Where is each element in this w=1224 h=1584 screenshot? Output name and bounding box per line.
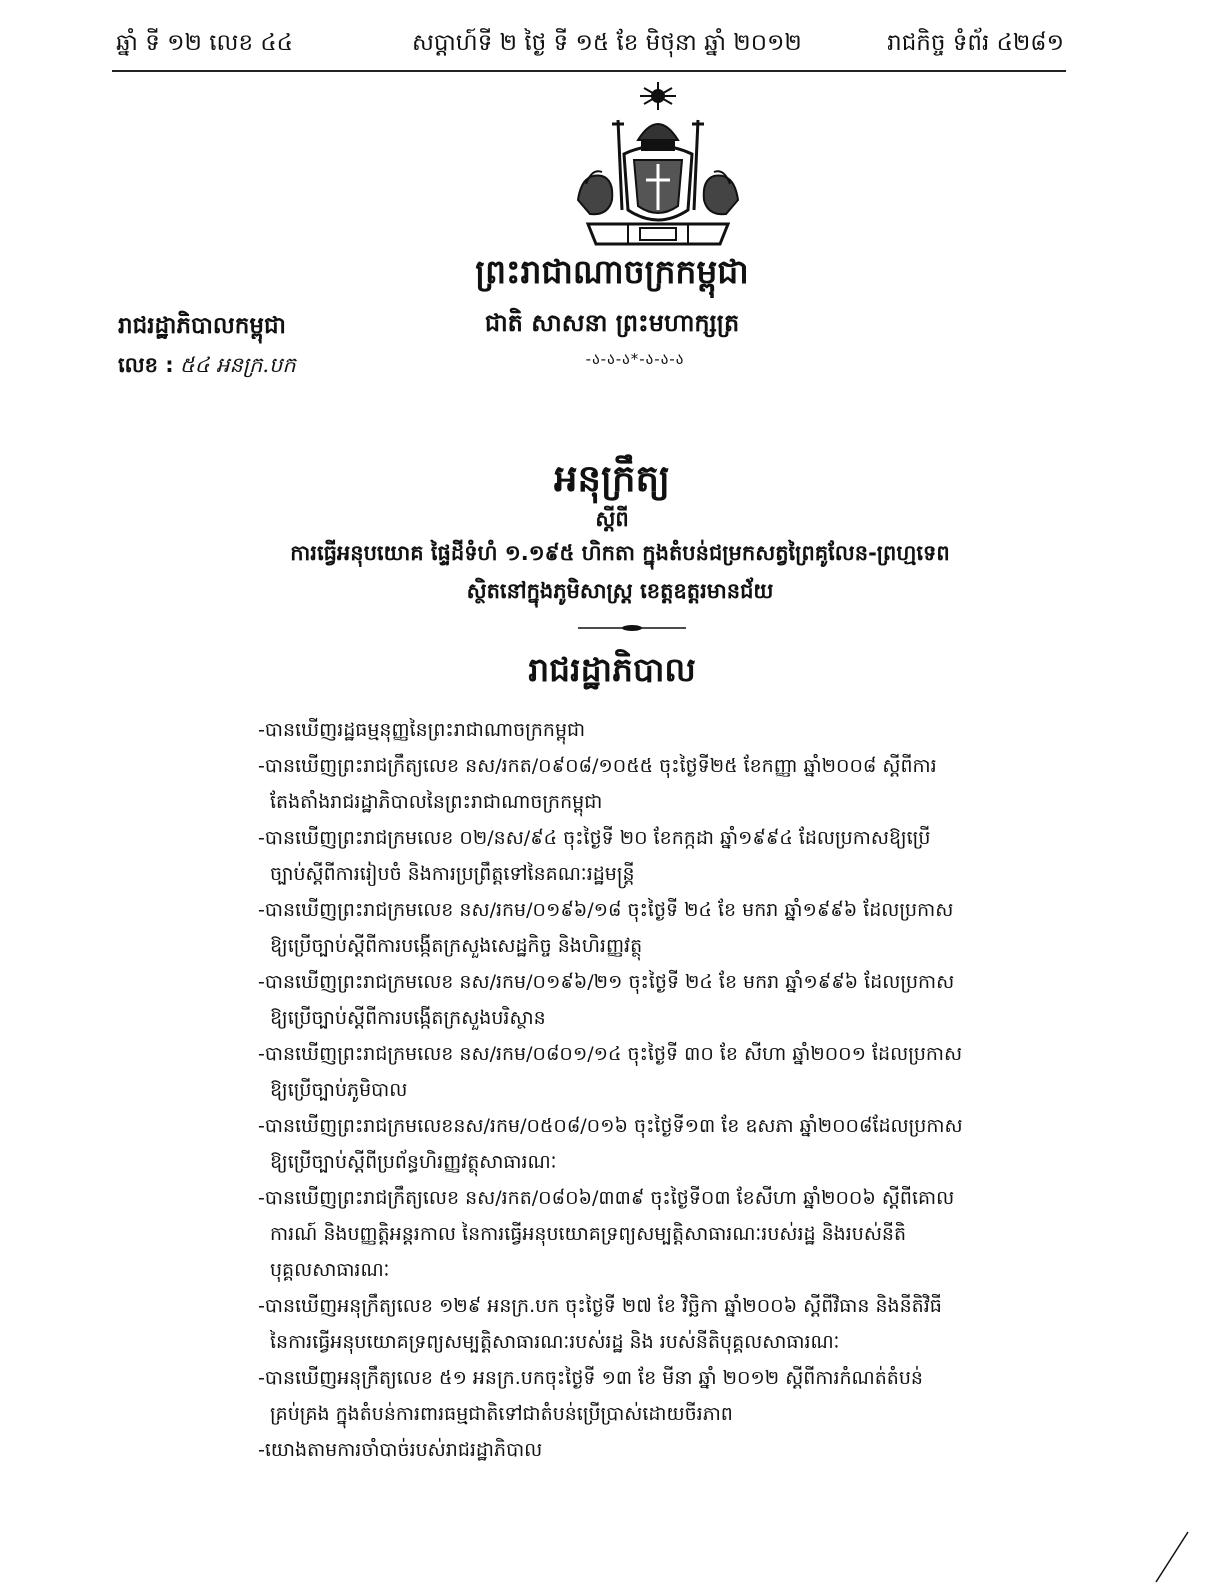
clause-line: ឱ្យប្រើច្បាប់ស្តីពីប្រព័ន្ធហិរញ្ញវត្ថុសាធារណៈ — [270, 1151, 557, 1173]
reference-label: លេខ : — [118, 353, 174, 377]
decree-on-label: ស្តីពី — [595, 507, 629, 531]
gazette-header — [112, 30, 1066, 72]
gazette-page-number: រាជកិច្ច ទំព័រ ៤២៨១ — [887, 30, 1064, 56]
issuer-name: រាជរដ្ឋាភិបាលកម្ពុជា — [118, 313, 286, 339]
clause-line: -យោងតាមការចាំបាច់របស់រាជរដ្ឋាភិបាល — [258, 1439, 543, 1461]
reference-value: ៥៤ អនក្រ.បក — [179, 353, 296, 377]
clause-line: -បានឃើញព្រះរាជក្រមលេខនស/រកម/០៥០៨/០១៦ ចុះថ្ងៃទី១៣ ខែ ឧសភា ឆ្នាំ២០០៨ដែលប្រកាស — [258, 1115, 963, 1137]
ornamental-divider-icon — [578, 622, 686, 634]
royal-coat-of-arms-icon — [568, 80, 748, 250]
pen-stroke-mark — [1150, 1530, 1190, 1584]
clause-line: ឱ្យប្រើច្បាប់ភូមិបាល — [270, 1079, 408, 1101]
kingdom-name: ព្រះរាជាណាចក្រកម្ពុជា — [475, 252, 749, 291]
clause-line: -បានឃើញព្រះរាជក្រមលេខ នស/រកម/០១៩៦/២១ ចុះថ្ងៃទី ២៤ ខែ មករា ឆ្នាំ១៩៩៦ ដែលប្រកាស — [258, 971, 955, 993]
clause-line: -បានឃើញព្រះរាជក្រមលេខ នស/រកម/០៨០១/១៤ ចុះថ្ងៃទី ៣០ ខែ សីហា ឆ្នាំ២០០១ ដែលប្រកាស — [258, 1043, 963, 1065]
clause-line: -បានឃើញរដ្ឋធម្មនុញ្ញនៃព្រះរាជាណាចក្រកម្ពុជា — [258, 719, 586, 741]
clause-line: -បានឃើញព្រះរាជក្រមលេខ នស/រកម/០១៩៦/១៨ ចុះថ្ងៃទី ២៤ ខែ មករា ឆ្នាំ១៩៩៦ ដែលប្រកាស — [258, 899, 954, 921]
clause-line: -បានឃើញព្រះរាជក្រមលេខ ០២/នស/៩៤ ចុះថ្ងៃទី ២០ ខែកក្កដា ឆ្នាំ១៩៩៤ ដែលប្រកាសឱ្យប្រើ — [258, 827, 931, 849]
decree-subject-line-1: ការធ្វើអនុបយោគ ផ្ទៃដីទំហំ ១.១៩៥ ហិកតា ក្នុងតំបន់ជម្រកសត្វព្រៃគូលែន-ព្រហ្មទេព — [290, 541, 950, 565]
clause-line: ច្បាប់ស្តីពីការរៀបចំ និងការប្រព្រឹត្តទៅនៃគណៈរដ្ឋមន្ត្រី — [270, 863, 635, 885]
clause-line: -បានឃើញព្រះរាជក្រឹត្យលេខ នស/រកត/០៨០៦/៣៣៩ ចុះថ្ងៃទី០៣ ខែសីហា ឆ្នាំ២០០៦ ស្តីពីគោល — [258, 1187, 955, 1209]
gazette-date: សប្តាហ៍ទី ២ ថ្ងៃ ទី ១៥ ខែ មិថុនា ឆ្នាំ ២០១២ — [412, 30, 802, 56]
reference-number — [118, 352, 296, 383]
government-heading: រាជរដ្ឋាភិបាល — [528, 650, 696, 689]
clause-line: -បានឃើញព្រះរាជក្រឹត្យលេខ នស/រកត/០៩០៨/១០៥៥ ចុះថ្ងៃទី២៥ ខែកញ្ញា ឆ្នាំ២០០៨ ស្តីពីការ — [258, 755, 937, 777]
clause-line: ឱ្យប្រើច្បាប់ស្តីពីការបង្កើតក្រសួងបរិស្ថាន — [270, 1007, 546, 1029]
clause-line: -បានឃើញអនុក្រឹត្យលេខ ១២៩ អនក្រ.បក ចុះថ្ងៃទី ២៧ ខែ វិច្ឆិកា ឆ្នាំ២០០៦ ស្តីពីវិធាន និងនីតិវិធី — [258, 1295, 942, 1317]
clause-line: បុគ្គលសាធារណៈ — [270, 1259, 390, 1281]
preamble-clauses — [258, 712, 1078, 1468]
gazette-year-issue: ឆ្នាំ ទី ១២ លេខ ៤៤ — [116, 30, 293, 56]
decree-title: អនុក្រឹត្យ — [554, 457, 670, 500]
decree-subject-line-2: ស្ថិតនៅក្នុងភូមិសាស្ត្រ ខេត្តឧត្តរមានជ័យ — [466, 579, 774, 603]
motto-ornament: -ა-ა-ა*-ა-ა-ა — [585, 350, 685, 368]
clause-line: ការណ៍ និងបញ្ញត្តិអន្តរកាល នៃការធ្វើអនុបយោគទ្រព្យសម្បត្តិសាធារណៈរបស់រដ្ឋ និងរបស់នីតិ — [270, 1223, 907, 1245]
clause-line: គ្រប់គ្រង ក្នុងតំបន់ការពារធម្មជាតិទៅជាតំបន់ប្រើប្រាស់ដោយចីរភាព — [270, 1403, 733, 1425]
clause-line: ឱ្យប្រើច្បាប់ស្តីពីការបង្កើតក្រសួងសេដ្ឋកិច្ច និងហិរញ្ញវត្ថុ — [270, 935, 643, 957]
clause-line: តែងតាំងរាជរដ្ឋាភិបាលនៃព្រះរាជាណាចក្រកម្ពុជា — [270, 791, 603, 813]
clause-line: -បានឃើញអនុក្រឹត្យលេខ ៥១ អនក្រ.បកចុះថ្ងៃទី ១៣ ខែ មីនា ឆ្នាំ ២០១២ ស្តីពីការកំណត់តំបន់ — [258, 1367, 923, 1389]
clause-line: នៃការធ្វើអនុបយោគទ្រព្យសម្បត្តិសាធារណៈរបស់រដ្ឋ និង របស់នីតិបុគ្គលសាធារណៈ — [270, 1331, 840, 1353]
national-motto: ជាតិ សាសនា ព្រះមហាក្សត្រ — [484, 309, 740, 337]
